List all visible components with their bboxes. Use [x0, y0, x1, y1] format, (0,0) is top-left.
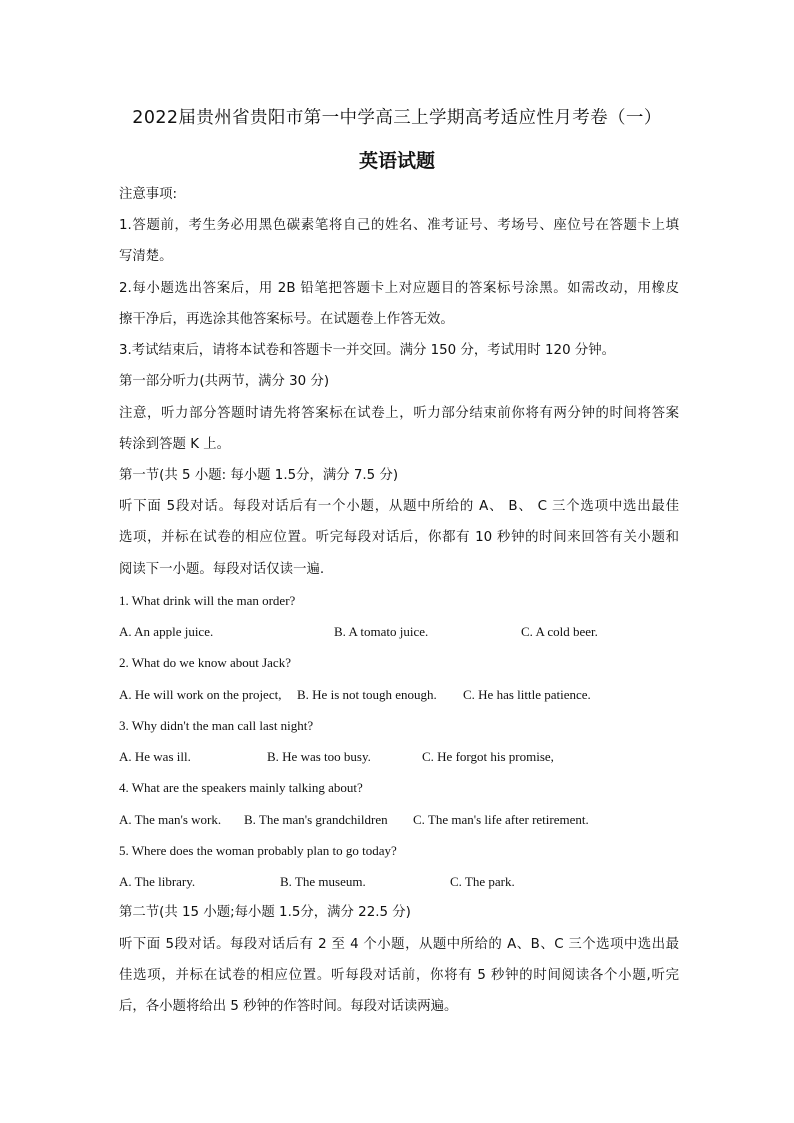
part1-note-line-1: 注意，听力部分答题时请先将答案标在试卷上，听力部分结束前你将有两分钟的时间将答案: [119, 406, 679, 421]
question-2-option-c: C. He has little patience.: [463, 687, 591, 702]
question-2-option-b: B. He is not tough enough.: [297, 687, 437, 702]
section2-instructions-line-1: 听下面 5段对话。每段对话后有 2 至 4 个小题，从题中所给的 A、B、C 三个选项中选出最: [119, 937, 679, 952]
notes-item-2-line-2: 擦干净后，再选涂其他答案标号。在试题卷上作答无效。: [119, 312, 454, 327]
notes-heading: 注意事项:: [119, 187, 178, 202]
question-2-stem: 2. What do we know about Jack?: [119, 655, 291, 670]
question-4-option-a: A. The man's work.: [119, 812, 222, 827]
question-3-option-a: A. He was ill.: [119, 749, 191, 764]
question-5-option-a: A. The library.: [119, 874, 196, 889]
question-3-option-c: C. He forgot his promise,: [422, 749, 554, 764]
question-5-option-c: C. The park.: [450, 874, 515, 889]
section2-instructions-line-2: 佳选项，并标在试卷的相应位置。听每段对话前，你将有 5 秒钟的时间阅读各个小题,听完: [119, 968, 679, 983]
question-1-option-a: A. An apple juice.: [119, 624, 214, 639]
question-1-option-c: C. A cold beer.: [521, 624, 598, 639]
question-5-stem: 5. Where does the woman probably plan to go today?: [119, 843, 397, 858]
exam-subtitle: 英语试题: [358, 150, 435, 172]
question-5-option-b: B. The museum.: [280, 874, 366, 889]
question-3-stem: 3. Why didn't the man call last night?: [119, 718, 314, 733]
question-2-option-a: A. He will work on the project,: [119, 687, 282, 702]
question-4-option-b: B. The man's grandchildren: [244, 812, 388, 827]
question-3-option-b: B. He was too busy.: [267, 749, 371, 764]
section1-heading: 第一节(共 5 小题: 每小题 1.5分，满分 7.5 分): [119, 468, 399, 483]
question-4-stem: 4. What are the speakers mainly talking about?: [119, 780, 363, 795]
notes-item-3: 3.考试结束后，请将本试卷和答题卡一并交回。满分 150 分，考试用时 120 分钟。: [119, 343, 616, 358]
notes-item-1-line-1: 1.答题前，考生务必用黑色碳素笔将自己的姓名、准考证号、考场号、座位号在答题卡上填: [119, 218, 679, 233]
question-4-option-c: C. The man's life after retirement.: [413, 812, 589, 827]
question-1-stem: 1. What drink will the man order?: [119, 593, 296, 608]
question-1-option-b: B. A tomato juice.: [334, 624, 429, 639]
notes-item-2-line-1: 2.每小题选出答案后，用 2B 铅笔把答题卡上对应题目的答案标号涂黑。如需改动，用橡皮: [119, 281, 679, 296]
notes-item-1-line-2: 写清楚。: [119, 249, 173, 264]
section1-instructions-line-1: 听下面 5段对话。每段对话后有一个小题，从题中所给的 A、 B、 C 三个选项中选出最佳: [119, 499, 679, 514]
section1-instructions-line-3: 阅读下一小题。每段对话仅读一遍.: [119, 562, 325, 577]
part1-note-line-2: 转涂到答题 K 上。: [119, 437, 231, 452]
exam-title: 2022届贵州省贵阳市第一中学高三上学期高考适应性月考卷（一）: [132, 108, 662, 128]
section2-instructions-line-3: 后，各小题将给出 5 秒钟的作答时间。每段对话读两遍。: [119, 999, 458, 1014]
section1-instructions-line-2: 选项，并标在试卷的相应位置。听完每段对话后，你都有 10 秒钟的时间来回答有关小题和: [119, 530, 679, 545]
section2-heading: 第二节(共 15 小题;每小题 1.5分，满分 22.5 分): [119, 905, 411, 920]
part1-heading: 第一部分听力(共两节，满分 30 分): [119, 374, 330, 389]
